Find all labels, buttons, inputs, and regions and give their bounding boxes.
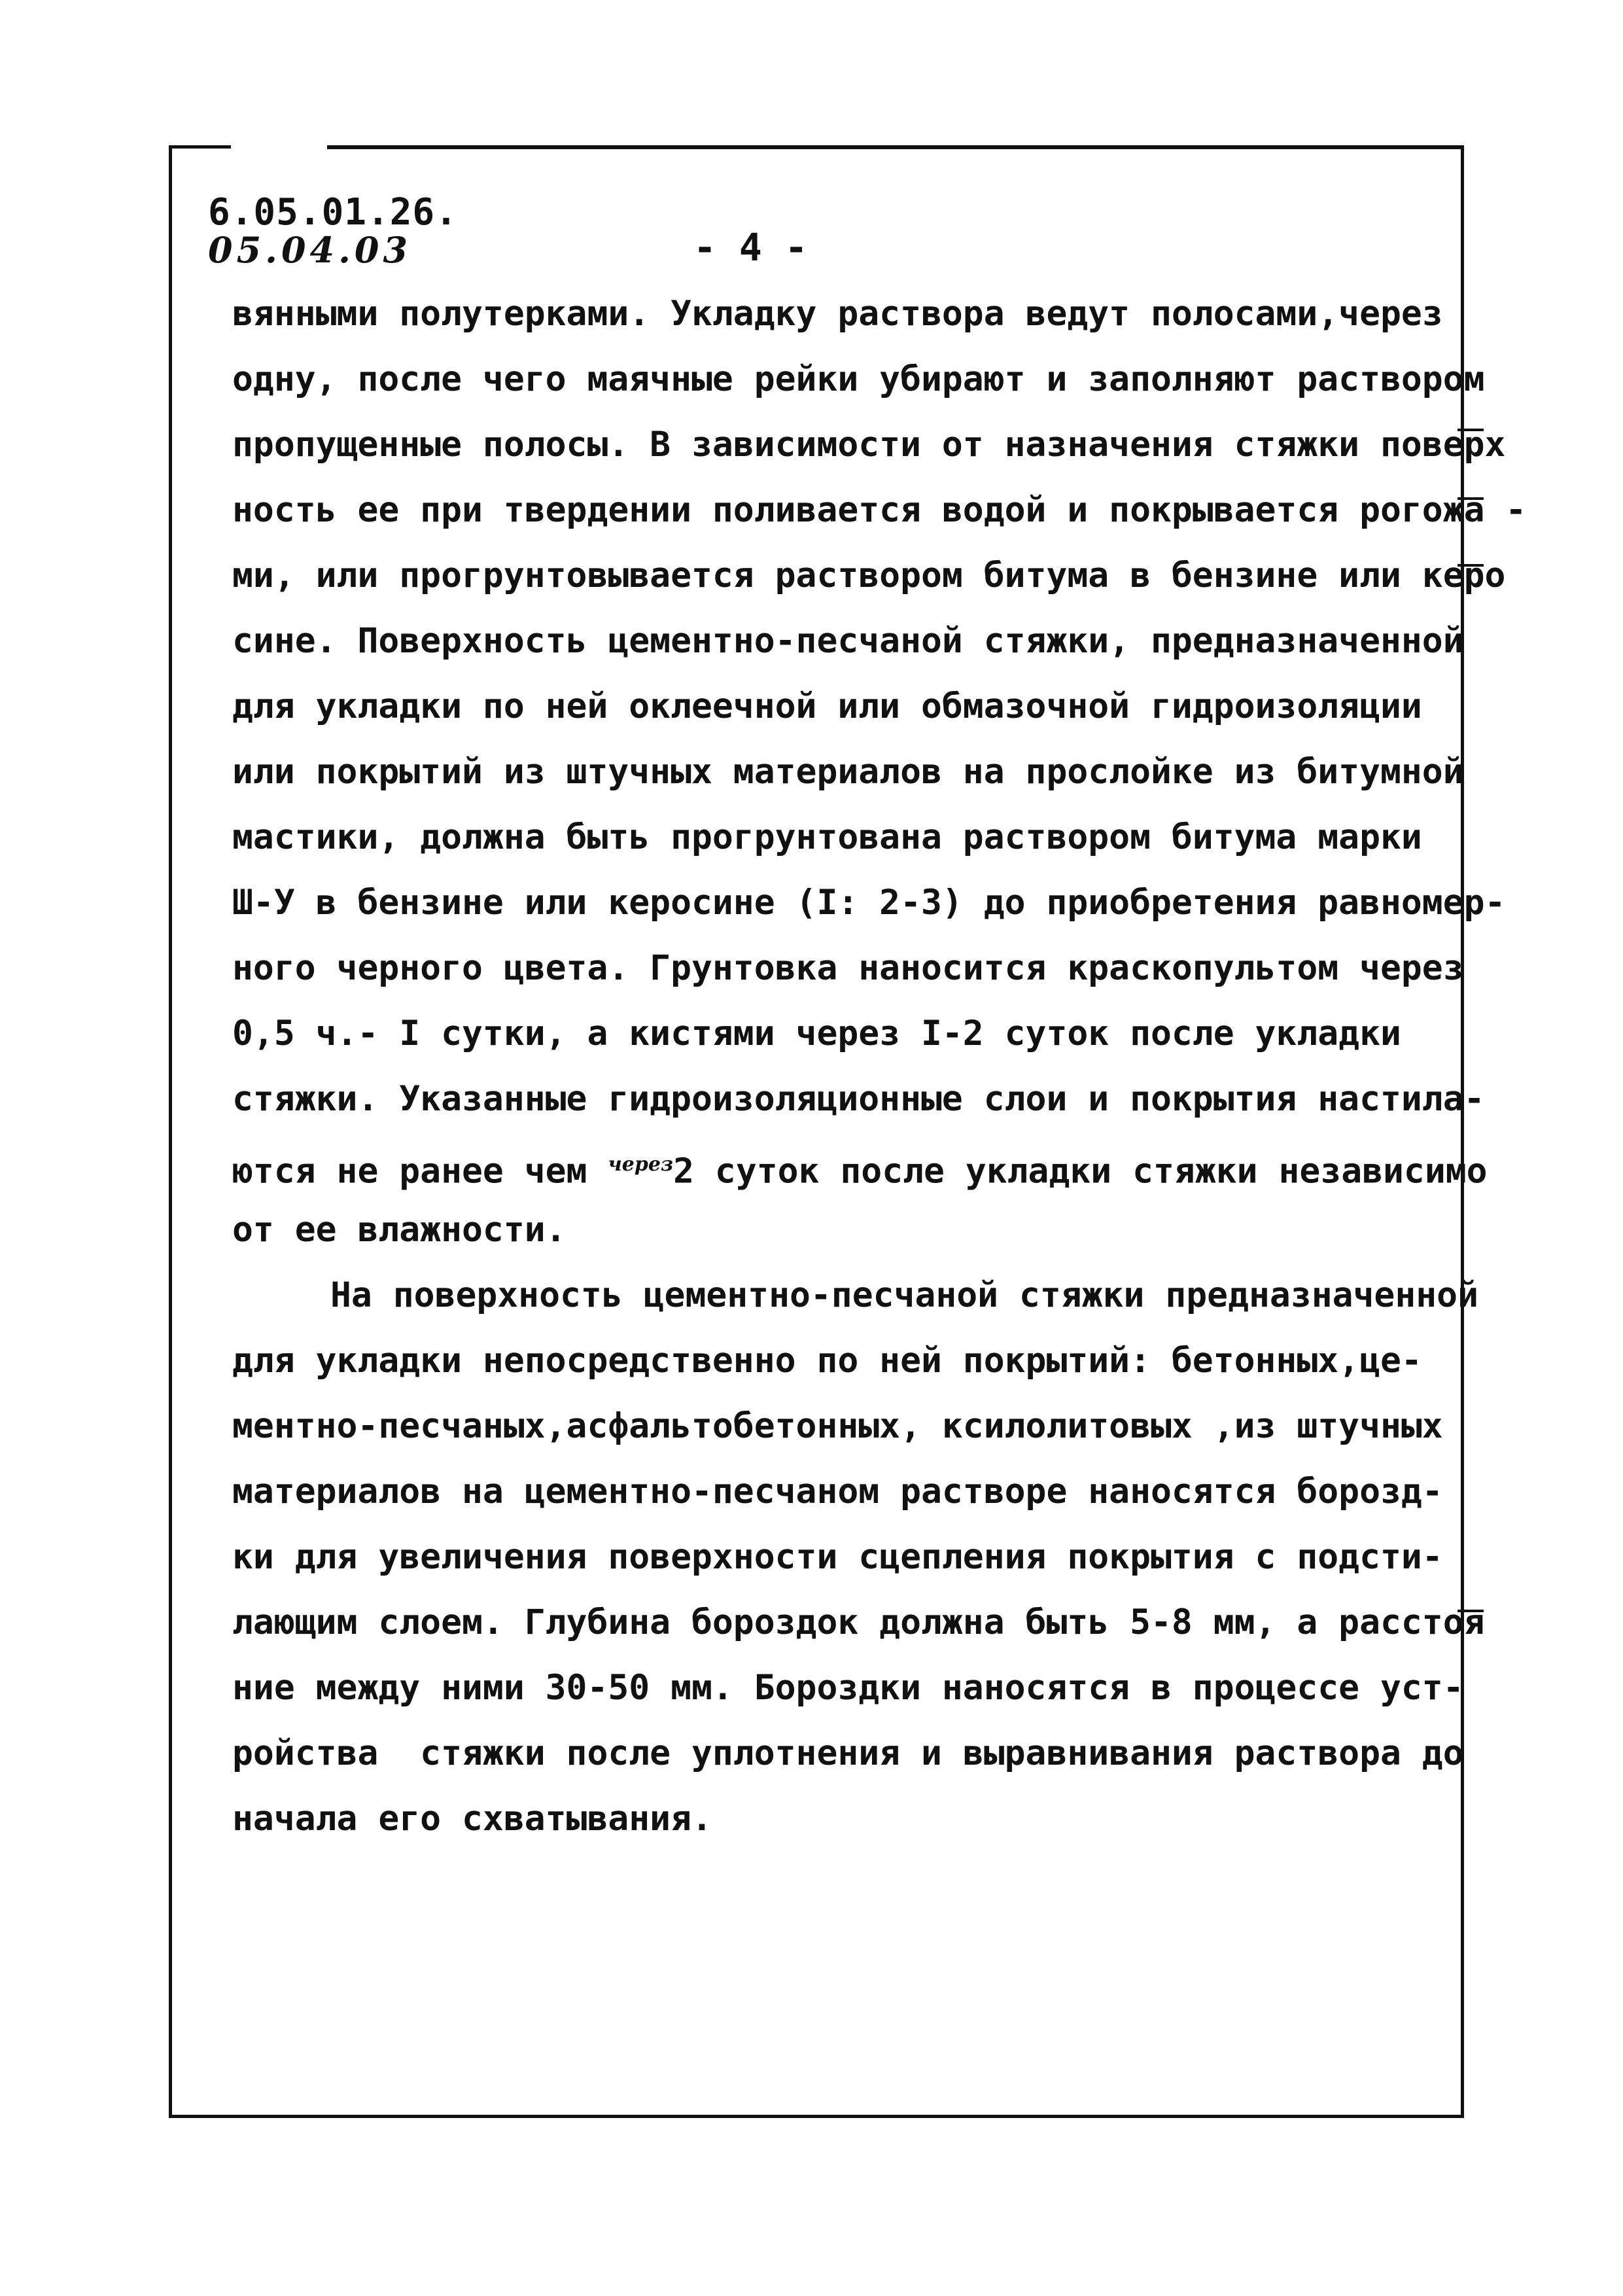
text-line: ки для увеличения поверхности сцепления покрытия с подсти- — [232, 1537, 1443, 1577]
text-line: стяжки. Указанные гидроизоляционные слои и покрытия настила- — [232, 1079, 1485, 1119]
text-line: мастики, должна быть прогрунтована раствором битума марки — [232, 817, 1422, 857]
text-line: ного черного цвета. Грунтовка наносится краскопультом через — [232, 948, 1464, 988]
paragraph-1 — [232, 281, 1527, 1263]
handwritten-date: 05.04.03 — [208, 229, 412, 271]
text-line: ми, или прогрунтовывается раствором битума в бензине или керо — [232, 556, 1506, 595]
text-line: 0,5 ч.- I сутки, а кистями через I-2 суток после укладки — [232, 1014, 1401, 1053]
text-line: Ш-У в бензине или керосине (I: 2-3) до приобретения равномер- — [232, 883, 1506, 923]
handwritten-insert: через — [608, 1153, 674, 1176]
text-line-with-handwritten-insert — [232, 1132, 1488, 1197]
text-line: для укладки по ней оклеечной или обмазочной гидроизоляции — [232, 686, 1422, 726]
text-segment: ются не ранее чем — [232, 1151, 608, 1192]
text-line: для укладки непосредственно по ней покрытий: бетонных,це- — [232, 1341, 1422, 1381]
text-line: ность ее при твердении поливается водой и покрывается рогожа - — [232, 490, 1527, 530]
text-line: ройства стяжки после уплотнения и выравнивания раствора до — [232, 1733, 1464, 1773]
text-line: материалов на цементно-песчаном растворе наносятся борозд- — [232, 1472, 1443, 1511]
text-line: вянными полутерками. Укладку раствора ведут полосами,через — [232, 294, 1443, 334]
text-line: начала его схватывания. — [232, 1799, 712, 1839]
text-segment: 2 суток после укладки стяжки независимо — [673, 1151, 1488, 1192]
text-line: лающим слоем. Глубина бороздок должна быть 5-8 мм, а расстоя — [232, 1602, 1485, 1642]
page-number: - 4 - — [693, 225, 808, 270]
text-line: или покрытий из штучных материалов на прослойке из битумной — [232, 752, 1464, 792]
text-line: ние между ними 30-50 мм. Бороздки наносятся в процессе уст- — [232, 1668, 1464, 1708]
body-text — [232, 281, 1527, 1852]
document-code: 6.05.01.26. — [208, 191, 458, 234]
text-line: ментно-песчаных,асфальтобетонных, ксилолитовых ,из штучных — [232, 1406, 1443, 1446]
text-line: пропущенные полосы. В зависимости от назначения стяжки поверх — [232, 425, 1506, 465]
text-line: одну, после чего маячные рейки убирают и заполняют раствором — [232, 359, 1485, 399]
text-line: На поверхность цементно-песчаной стяжки предназначенной — [330, 1275, 1478, 1315]
text-line: от ее влажности. — [232, 1210, 567, 1250]
paragraph-2 — [232, 1263, 1485, 1852]
text-line: сине. Поверхность цементно-песчаной стяжки, предназначенной — [232, 621, 1464, 661]
